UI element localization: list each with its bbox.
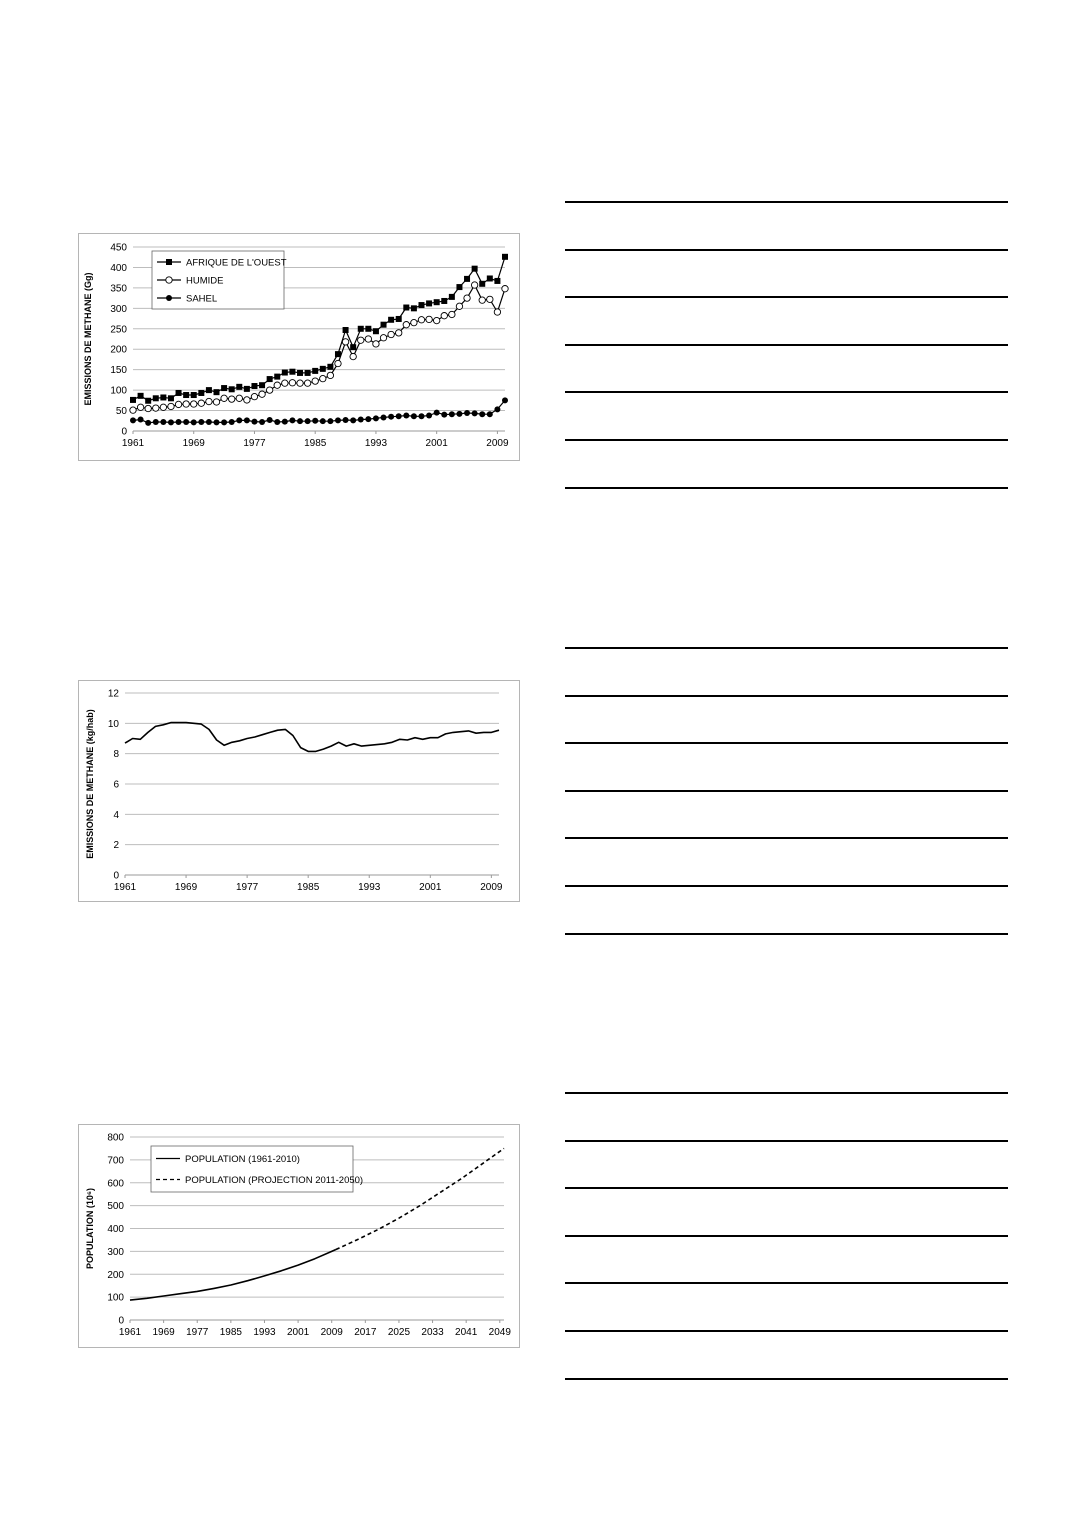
data-point [244,397,250,403]
data-point [464,276,470,282]
data-point [373,415,379,421]
data-point [350,353,356,359]
data-point [342,339,348,345]
note-line [565,201,1008,203]
data-point [358,337,364,343]
data-point [388,331,394,337]
legend-label: AFRIQUE DE L'OUEST [186,257,287,269]
data-point [145,420,151,426]
y-tick-label: 400 [110,262,127,274]
note-line [565,344,1008,346]
data-point [236,384,242,390]
data-point [130,417,136,423]
data-point [229,386,235,392]
data-point [214,389,220,395]
data-point [198,419,204,425]
y-tick-label: 300 [110,303,127,315]
data-point [449,411,455,417]
data-point [494,309,500,315]
data-point [320,366,326,372]
data-point [487,411,493,417]
note-line [565,933,1008,935]
data-point [166,277,172,283]
y-axis-title: POPULATION (10⁶) [85,1188,95,1269]
data-point [251,383,257,389]
y-tick-label: 2 [113,840,119,852]
y-tick-label: 500 [107,1201,124,1213]
y-axis-title: EMISSIONS DE METHANE (Gg) [83,272,93,406]
data-point [228,396,234,402]
y-tick-label: 4 [113,809,119,821]
note-line [565,1235,1008,1237]
data-point [343,327,349,333]
data-point [176,390,182,396]
data-point [441,412,447,418]
note-line [565,249,1008,251]
data-point [305,370,311,376]
data-point [373,341,379,347]
note-line [565,695,1008,697]
y-tick-label: 0 [121,426,127,438]
y-tick-label: 50 [115,406,127,418]
note-line [565,742,1008,744]
y-axis-title: EMISSIONS DE METHANE (kg/hab) [85,709,95,859]
data-point [166,295,172,301]
data-point [236,395,242,401]
data-point [411,413,417,419]
data-point [297,380,303,386]
data-point [274,382,280,388]
x-tick-label: 1985 [304,438,327,449]
x-tick-label: 2017 [354,1327,377,1338]
data-point [198,400,204,406]
data-point [403,305,409,311]
x-tick-label: 1993 [253,1327,276,1338]
data-point [305,418,311,424]
data-point [418,302,424,308]
note-line [565,647,1008,649]
data-point [472,410,478,416]
data-point [214,419,220,425]
note-line [565,296,1008,298]
data-point [213,399,219,405]
note-line [565,1378,1008,1380]
data-point [206,419,212,425]
population-svg [79,1125,519,1347]
data-point [494,406,500,412]
data-point [327,372,333,378]
data-point [236,417,242,423]
data-point [320,375,326,381]
data-point [221,419,227,425]
data-point [365,416,371,422]
data-point [168,403,174,409]
data-point [312,368,318,374]
data-point [137,404,143,410]
data-point [160,404,166,410]
data-point [259,419,265,425]
data-point [289,380,295,386]
data-point [327,418,333,424]
data-point [335,417,341,423]
data-point [267,376,273,382]
data-point [191,401,197,407]
series [130,1250,336,1301]
data-point [312,418,318,424]
data-point [479,411,485,417]
data-point [221,395,227,401]
methane-emissions-gg-svg [79,234,519,460]
methane-emissions-per-capita-svg [79,681,519,901]
data-point [130,397,136,403]
y-tick-label: 200 [110,344,127,356]
note-line [565,790,1008,792]
y-tick-label: 700 [107,1155,124,1167]
x-tick-label: 1977 [243,438,266,449]
x-tick-label: 2049 [488,1327,511,1338]
note-line [565,1140,1008,1142]
data-point [244,386,250,392]
data-point [289,417,295,423]
series [336,1148,504,1249]
data-point [335,360,341,366]
data-point [343,417,349,423]
y-tick-label: 800 [107,1132,124,1144]
data-point [327,364,333,370]
x-tick-label: 1977 [235,882,259,893]
data-point [434,299,440,305]
legend-label: SAHEL [186,293,218,305]
data-point [381,415,387,421]
data-point [487,296,493,302]
data-point [168,419,174,425]
note-line [565,1282,1008,1284]
data-point [365,336,371,342]
series-line [336,1148,504,1249]
x-tick-label: 1993 [364,438,388,449]
y-tick-label: 150 [110,365,127,377]
data-point [166,259,172,265]
x-tick-label: 1961 [118,1327,142,1338]
data-point [274,419,280,425]
data-point [388,414,394,420]
x-tick-label: 2009 [480,882,503,893]
y-tick-label: 10 [107,718,119,730]
x-tick-label: 1993 [358,882,381,893]
data-point [130,407,136,413]
data-point [282,380,288,386]
data-point [373,328,379,334]
note-line [565,487,1008,489]
x-tick-label: 1961 [121,438,145,449]
data-point [229,419,235,425]
data-point [259,391,265,397]
methane-emissions-gg-chart [78,233,520,461]
y-tick-label: 350 [110,283,127,295]
x-tick-label: 1969 [152,1327,175,1338]
x-tick-label: 2001 [419,882,442,893]
data-point [494,278,500,284]
data-point [251,393,257,399]
data-point [289,369,295,375]
data-point [153,419,159,425]
data-point [251,419,257,425]
series-line [125,723,499,752]
data-point [160,394,166,400]
x-tick-label: 1985 [297,882,320,893]
y-tick-label: 200 [107,1269,124,1281]
data-point [449,294,455,300]
x-tick-label: 2025 [387,1327,411,1338]
data-point [244,417,250,423]
legend-label: HUMIDE [186,275,224,287]
data-point [502,254,508,260]
legend-label: POPULATION (PROJECTION 2011-2050) [185,1175,364,1186]
x-tick-label: 1977 [186,1327,209,1338]
data-point [221,385,227,391]
data-point [403,412,409,418]
data-point [176,419,182,425]
data-point [396,316,402,322]
y-tick-label: 12 [107,688,119,700]
population-chart [78,1124,520,1348]
data-point [418,413,424,419]
data-point [358,326,364,332]
data-point [358,417,364,423]
data-point [411,305,417,311]
data-point [282,370,288,376]
note-line [565,885,1008,887]
data-point [472,266,478,272]
data-point [456,284,462,290]
data-point [267,417,273,423]
series [125,723,499,752]
data-point [191,392,197,398]
data-point [380,335,386,341]
y-tick-label: 8 [113,749,119,761]
data-point [206,387,212,393]
data-point [456,303,462,309]
data-point [441,312,447,318]
data-point [464,410,470,416]
data-point [160,419,166,425]
data-point [350,417,356,423]
data-point [198,390,204,396]
data-point [426,300,432,306]
data-point [183,419,189,425]
y-tick-label: 250 [110,324,127,336]
data-point [297,370,303,376]
data-point [396,413,402,419]
y-tick-label: 100 [110,385,127,397]
data-point [153,395,159,401]
series-line [130,1250,336,1301]
x-tick-label: 2033 [421,1327,444,1338]
y-tick-label: 100 [107,1292,124,1304]
data-point [396,330,402,336]
data-point [175,401,181,407]
data-point [138,417,144,423]
data-point [259,382,265,388]
data-point [449,311,455,317]
y-tick-label: 6 [113,779,119,791]
data-point [145,398,151,404]
y-tick-label: 0 [118,1315,124,1327]
data-point [418,317,424,323]
data-point [312,378,318,384]
data-point [183,401,189,407]
data-point [403,321,409,327]
data-point [365,326,371,332]
data-point [191,419,197,425]
data-point [434,410,440,416]
x-tick-label: 1969 [174,882,198,893]
data-point [145,405,151,411]
note-line [565,1330,1008,1332]
data-point [456,411,462,417]
data-point [168,395,174,401]
data-point [471,282,477,288]
x-tick-label: 2009 [486,438,509,449]
y-tick-label: 600 [107,1178,124,1190]
data-point [304,380,310,386]
data-point [441,298,447,304]
y-tick-label: 0 [113,870,119,882]
x-tick-label: 1969 [182,438,205,449]
note-line [565,439,1008,441]
legend-label: POPULATION (1961-2010) [185,1154,300,1165]
x-tick-label: 2001 [286,1327,310,1338]
data-point [350,344,356,350]
note-line [565,1187,1008,1189]
data-point [282,419,288,425]
data-point [426,316,432,322]
data-point [464,295,470,301]
data-point [479,281,485,287]
note-line [565,837,1008,839]
data-point [426,412,432,418]
data-point [138,393,144,399]
x-tick-label: 2001 [425,438,448,449]
data-point [297,418,303,424]
y-tick-label: 400 [107,1224,124,1235]
y-tick-label: 300 [107,1246,124,1258]
data-point [433,317,439,323]
data-point [153,405,159,411]
data-point [502,397,508,403]
data-point [183,392,189,398]
x-tick-label: 1961 [113,882,137,893]
data-point [274,374,280,380]
data-point [502,286,508,292]
x-tick-label: 2041 [455,1327,478,1338]
note-line [565,391,1008,393]
note-line [565,1092,1008,1094]
data-point [388,317,394,323]
y-tick-label: 450 [110,242,127,254]
data-point [411,319,417,325]
data-point [320,418,326,424]
methane-emissions-per-capita-chart [78,680,520,902]
data-point [266,387,272,393]
x-tick-label: 2009 [320,1327,343,1338]
data-point [381,322,387,328]
x-tick-label: 1985 [219,1327,242,1338]
data-point [479,297,485,303]
data-point [206,398,212,404]
data-point [487,275,493,281]
